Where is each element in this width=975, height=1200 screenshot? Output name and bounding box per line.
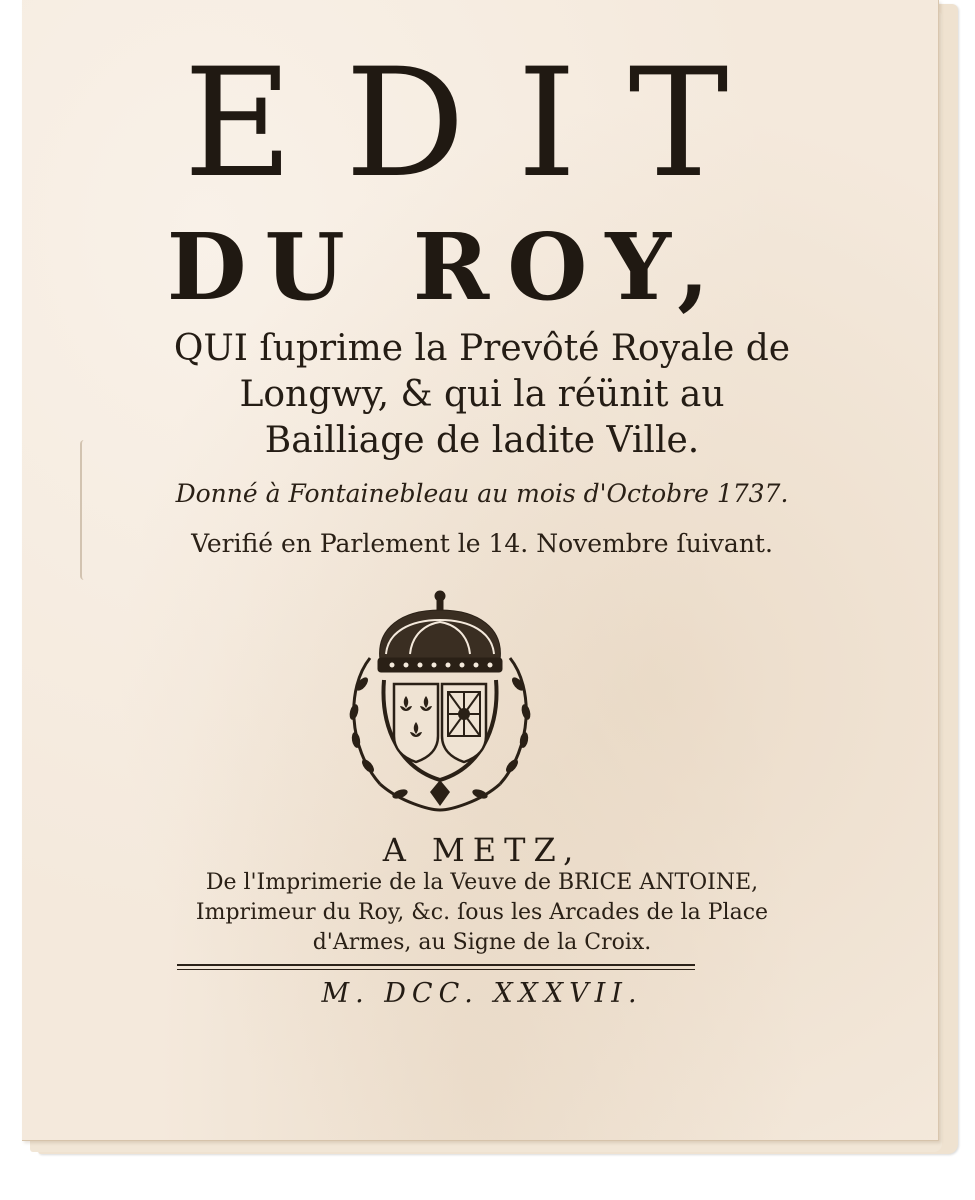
publication-year: M. DCC. XXXVII.: [321, 978, 643, 1009]
imprint-line: Imprimeur du Roy, &c. ſous les Arcades de la Place: [195, 900, 769, 925]
imprint-line: De l'Imprimerie de la Veuve de BRICE ANTOINE,: [205, 870, 759, 895]
place-of-printing: A METZ,: [382, 831, 582, 869]
subtitle: [122, 326, 842, 464]
double-rule-top: [177, 964, 695, 966]
title-du-roy: DU ROY,: [166, 213, 728, 321]
verified-line: Verifié en Parlement le 14. Novembre ſuivant.: [191, 529, 773, 558]
subtitle-line: QUI ſuprime la Prevôté Royale de: [173, 328, 791, 369]
imprint-line: d'Armes, au Signe de la Croix.: [312, 930, 652, 955]
imprint: [92, 868, 872, 958]
subtitle-line: Bailliage de ladite Ville.: [264, 420, 700, 461]
document-page: [22, 0, 939, 1141]
given-at-line: Donné à Fontainebleau au mois d'Octobre 1737.: [175, 479, 789, 508]
royal-coat-of-arms-icon: [340, 588, 540, 818]
subtitle-line: Longwy, & qui la réünit au: [239, 374, 725, 415]
title-edit: EDIT: [183, 37, 781, 211]
paper-fold-mark: [80, 440, 98, 580]
double-rule-bottom: [177, 969, 695, 970]
